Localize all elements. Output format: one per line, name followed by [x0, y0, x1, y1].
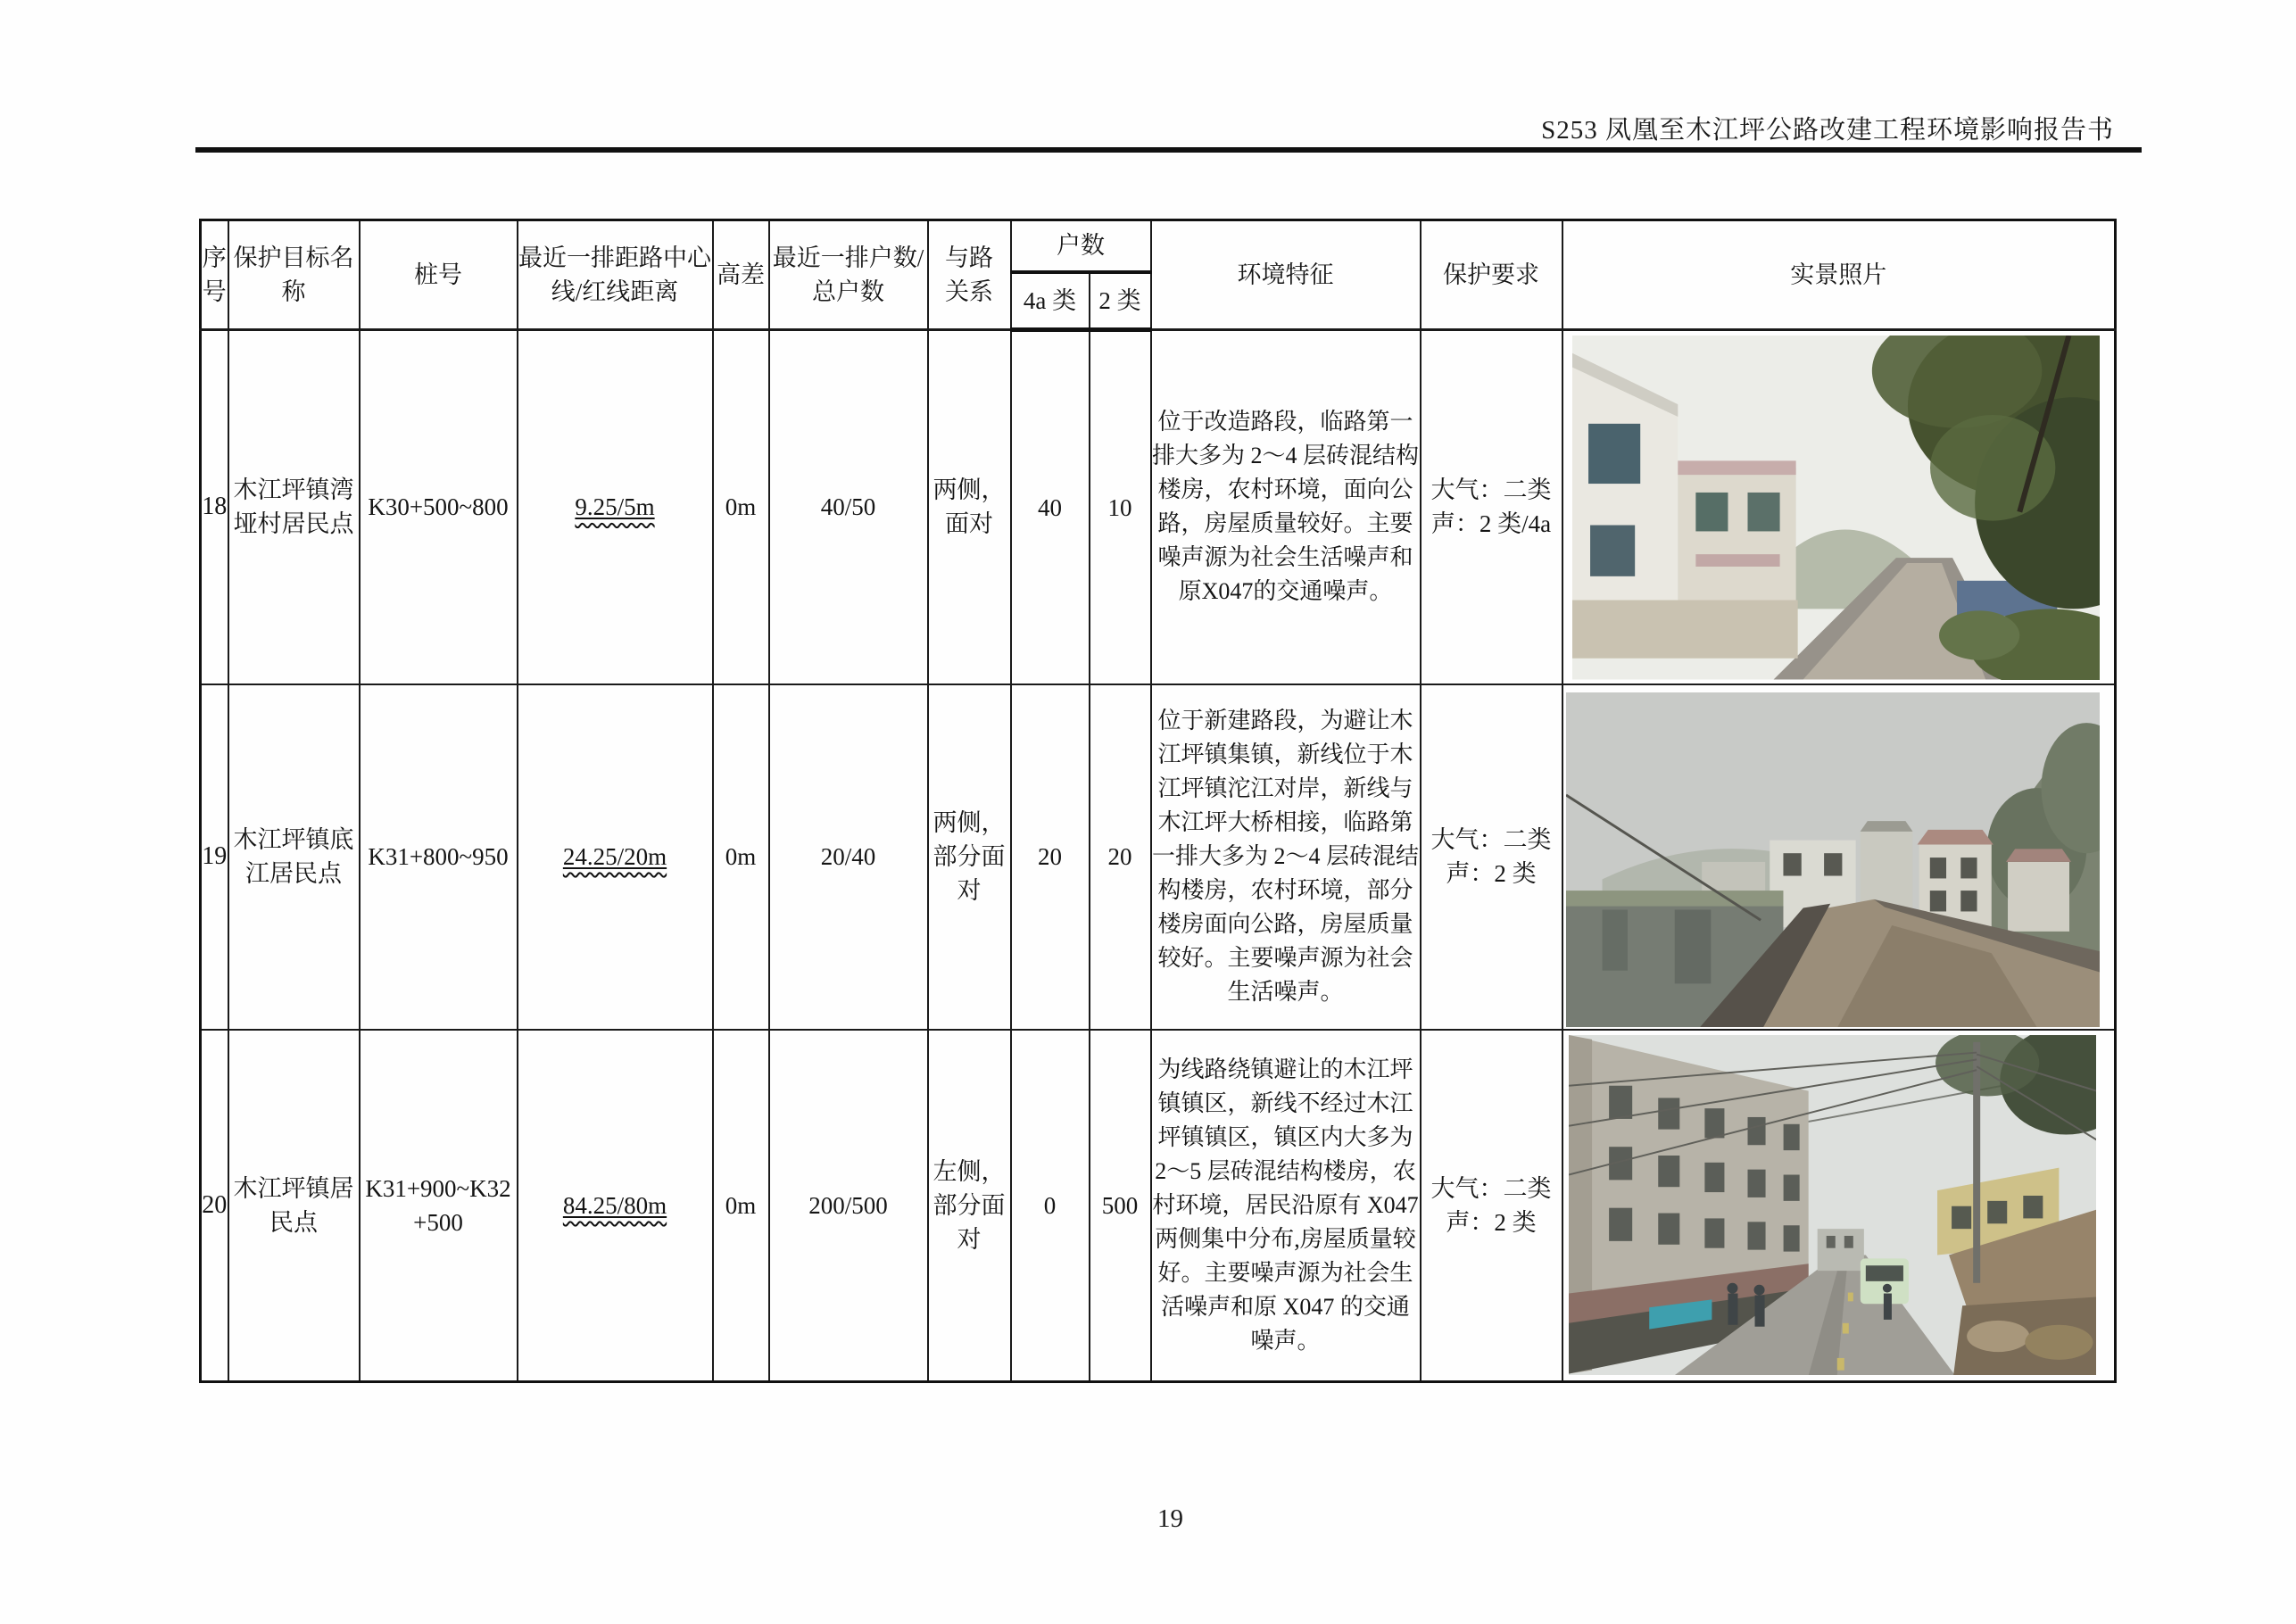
col-header-height-diff: 高差 [713, 220, 769, 330]
site-photo-village-road [1572, 336, 2101, 680]
cell-target-name: 木江坪镇居民点 [228, 1030, 360, 1382]
protection-req-air: 大气：二类 [1430, 826, 1552, 853]
cell-env-features: 位于改造路段，临路第一排大多为 2～4 层砖混结构楼房，农村环境，面向公路，房屋质量较好。主要噪声源为社会生活噪声和原X047的交通噪声。 [1151, 330, 1421, 684]
cell-stake: K31+900~K32+500 [360, 1030, 518, 1382]
protection-req-noise: 声：2 类 [1446, 860, 1537, 887]
cell-class-4a: 40 [1011, 330, 1090, 684]
cell-protection-req [1421, 684, 1562, 1030]
col-header-road-relation: 与路关系 [928, 220, 1011, 330]
cell-target-name: 木江坪镇湾垭村居民点 [228, 330, 360, 684]
header-rule [195, 147, 2142, 153]
cell-target-name: 木江坪镇底江居民点 [228, 684, 360, 1030]
distance-value: 24.25/20m [562, 843, 667, 870]
cell-class-2: 10 [1090, 330, 1151, 684]
col-header-photo: 实景照片 [1562, 220, 2116, 330]
cell-seq: 19 [201, 684, 228, 1030]
cell-photo [1562, 1030, 2116, 1382]
col-header-target-name: 保护目标名称 [228, 220, 360, 330]
site-photo-town-street [1569, 1035, 2097, 1376]
table-row [201, 684, 2116, 1030]
cell-households: 40/50 [769, 330, 928, 684]
noise-protection-table [199, 219, 2117, 1383]
col-header-seq: 序号 [201, 220, 228, 330]
cell-photo [1562, 684, 2116, 1030]
protection-req-noise: 声：2 类 [1446, 1208, 1537, 1236]
cell-protection-req [1421, 1030, 1562, 1382]
site-photo-bridge-river [1566, 692, 2101, 1027]
cell-distance [518, 684, 713, 1030]
protection-req-noise: 声：2 类/4a [1430, 510, 1552, 538]
running-head-title: S253 凤凰至木江坪公路改建工程环境影响报告书 [1541, 116, 2114, 145]
col-header-env-features: 环境特征 [1151, 220, 1421, 330]
cell-protection-req [1421, 330, 1562, 684]
cell-photo [1562, 330, 2116, 684]
protection-req-air: 大气：二类 [1430, 476, 1552, 504]
cell-height-diff: 0m [713, 330, 769, 684]
cell-road-relation: 两侧，面对 [928, 330, 1011, 684]
cell-distance [518, 1030, 713, 1382]
col-header-stake: 桩号 [360, 220, 518, 330]
col-header-households-group: 户数 [1011, 220, 1151, 272]
col-header-class-2: 2 类 [1090, 272, 1151, 330]
cell-stake: K31+800~950 [360, 684, 518, 1030]
cell-class-4a: 20 [1011, 684, 1090, 1030]
distance-value: 84.25/80m [562, 1191, 667, 1219]
cell-seq: 20 [201, 1030, 228, 1382]
cell-stake: K30+500~800 [360, 330, 518, 684]
table-row [201, 1030, 2116, 1382]
cell-distance [518, 330, 713, 684]
cell-road-relation: 左侧，部分面对 [928, 1030, 1011, 1382]
cell-env-features: 位于新建路段，为避让木江坪镇集镇，新线位于木江坪镇沱江对岸，新线与木江坪大桥相接，临路第一排大多为 2～4 层砖混结构楼房，农村环境，部分楼房面向公路，房屋质量较好。主要噪声源为社会生活噪声。 [1151, 684, 1421, 1030]
col-header-class-4a: 4a 类 [1011, 272, 1090, 330]
cell-class-2: 20 [1090, 684, 1151, 1030]
cell-road-relation: 两侧，部分面对 [928, 684, 1011, 1030]
distance-value: 9.25/5m [575, 493, 655, 521]
table-row [201, 330, 2116, 684]
cell-class-2: 500 [1090, 1030, 1151, 1382]
cell-households: 20/40 [769, 684, 928, 1030]
page-number: 19 [1157, 1504, 1183, 1533]
protection-req-air: 大气：二类 [1430, 1174, 1552, 1202]
cell-height-diff: 0m [713, 684, 769, 1030]
col-header-distance: 最近一排距路中心线/红线距离 [518, 220, 713, 330]
cell-env-features: 为线路绕镇避让的木江坪镇镇区，新线不经过木江坪镇镇区，镇区内大多为 2～5 层砖混结构楼房，农村环境，居民沿原有 X047 两侧集中分布,房屋质量较好。主要噪声源为社会生活噪声和原 X047 的交通噪声。 [1151, 1030, 1421, 1382]
cell-seq: 18 [201, 330, 228, 684]
col-header-households: 最近一排户数/总户数 [769, 220, 928, 330]
cell-households: 200/500 [769, 1030, 928, 1382]
col-header-protection-req: 保护要求 [1421, 220, 1562, 330]
cell-class-4a: 0 [1011, 1030, 1090, 1382]
cell-height-diff: 0m [713, 1030, 769, 1382]
